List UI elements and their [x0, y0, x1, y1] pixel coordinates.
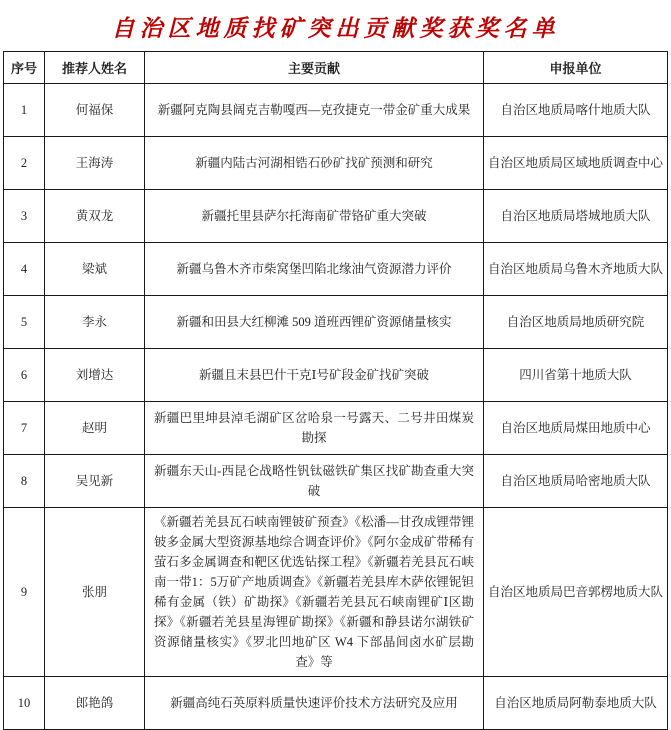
table-row — [4, 508, 668, 677]
header-name: 推荐人姓名 — [45, 52, 145, 84]
cell-contribution: 新疆且末县巴什干克Ⅰ号矿段金矿找矿突破 — [145, 349, 484, 402]
cell-unit: 自治区地质局塔城地质大队 — [484, 190, 668, 243]
cell-serial: 7 — [4, 402, 45, 455]
table-row — [4, 677, 668, 730]
cell-contribution: 新疆托里县萨尔托海南矿带铬矿重大突破 — [145, 190, 484, 243]
cell-serial: 2 — [4, 137, 45, 190]
header-contribution: 主要贡献 — [145, 52, 484, 84]
cell-serial: 4 — [4, 243, 45, 296]
cell-name: 王海涛 — [45, 137, 145, 190]
cell-unit: 自治区地质局乌鲁木齐地质大队 — [484, 243, 668, 296]
cell-unit: 四川省第十地质大队 — [484, 349, 668, 402]
cell-unit: 自治区地质局煤田地质中心 — [484, 402, 668, 455]
cell-unit: 自治区地质局地质研究院 — [484, 296, 668, 349]
cell-unit: 自治区地质局喀什地质大队 — [484, 84, 668, 137]
cell-name: 吴见新 — [45, 455, 145, 508]
cell-unit: 自治区地质局巴音郭楞地质大队 — [484, 508, 668, 677]
header-row — [4, 52, 668, 84]
document-title: 自治区地质找矿突出贡献奖获奖名单 — [111, 16, 560, 41]
table-header — [4, 52, 668, 84]
cell-contribution: 新疆高纯石英原料质量快速评价技术方法研究及应用 — [145, 677, 484, 730]
cell-unit: 自治区地质局哈密地质大队 — [484, 455, 668, 508]
cell-serial: 9 — [4, 508, 45, 677]
cell-contribution: 新疆巴里坤县淖毛湖矿区岔哈泉一号露天、二号井田煤炭勘探 — [145, 402, 484, 455]
table-body — [4, 84, 668, 730]
cell-name: 赵明 — [45, 402, 145, 455]
cell-name: 何福保 — [45, 84, 145, 137]
cell-name: 张朋 — [45, 508, 145, 677]
cell-name: 梁斌 — [45, 243, 145, 296]
cell-serial: 6 — [4, 349, 45, 402]
awards-table — [3, 51, 668, 730]
table-row — [4, 84, 668, 137]
header-serial: 序号 — [4, 52, 45, 84]
table-row — [4, 402, 668, 455]
cell-contribution: 新疆东天山-西昆仑战略性钒钛磁铁矿集区找矿勘查重大突破 — [145, 455, 484, 508]
cell-name: 黄双龙 — [45, 190, 145, 243]
cell-serial: 3 — [4, 190, 45, 243]
cell-name: 郎艳鸽 — [45, 677, 145, 730]
table-row — [4, 349, 668, 402]
cell-contribution: 新疆内陆古河湖相锆石砂矿找矿预测和研究 — [145, 137, 484, 190]
table-row — [4, 243, 668, 296]
cell-serial: 10 — [4, 677, 45, 730]
cell-serial: 1 — [4, 84, 45, 137]
cell-unit: 自治区地质局区域地质调查中心 — [484, 137, 668, 190]
cell-serial: 5 — [4, 296, 45, 349]
cell-name: 刘增达 — [45, 349, 145, 402]
header-unit: 申报单位 — [484, 52, 668, 84]
cell-contribution: 新疆阿克陶县阔克吉勒嘎西—克孜捷克一带金矿重大成果 — [145, 84, 484, 137]
cell-contribution: 新疆和田县大红柳滩 509 道班西锂矿资源储量核实 — [145, 296, 484, 349]
cell-serial: 8 — [4, 455, 45, 508]
cell-unit: 自治区地质局阿勒泰地质大队 — [484, 677, 668, 730]
cell-contribution: 新疆乌鲁木齐市柴窝堡凹陷北缘油气资源潜力评价 — [145, 243, 484, 296]
cell-contribution: 《新疆若羌县瓦石峡南锂铍矿预查》《松潘—甘孜成锂带锂铍多金属大型资源基地综合调查评价》《阿尔金成矿带稀有萤石多金属调查和靶区优选钻探工程》《新疆若羌县瓦石峡南一带1：5万矿产地质调查》《新疆若羌县库木萨依锂铌钽稀有金属（铁）矿勘探》《新疆若羌县瓦石峡南锂矿Ⅰ区勘探》《新疆若羌县星海锂矿勘探》《新疆和静县诺尔湖铁矿资源储量核实》《罗北凹地矿区 W4 下部晶间卤水矿层勘查》等 — [145, 508, 484, 677]
table-row — [4, 190, 668, 243]
table-row — [4, 455, 668, 508]
table-row — [4, 137, 668, 190]
table-row — [4, 296, 668, 349]
cell-name: 李永 — [45, 296, 145, 349]
